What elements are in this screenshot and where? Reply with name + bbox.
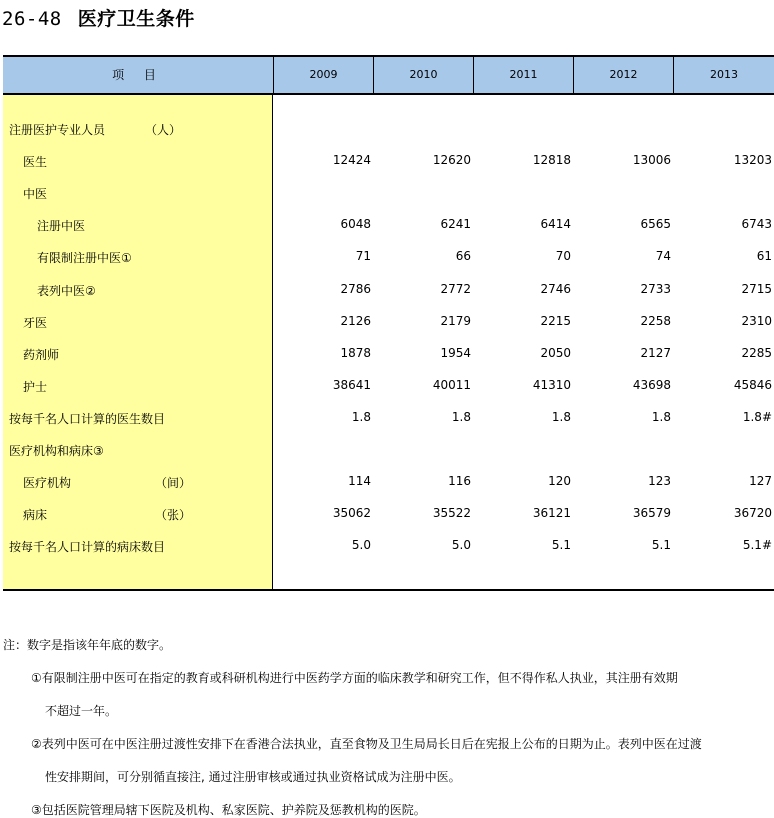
cell-value: 2050 [540, 345, 571, 360]
cell-value: 66 [455, 249, 471, 264]
table-row [3, 241, 774, 273]
table-row [3, 402, 774, 434]
header-year-2010: 2010 [373, 57, 473, 93]
cell-value: 1878 [340, 345, 371, 360]
cell-value: 6743 [741, 217, 772, 232]
row-label: 表列中医② [37, 283, 96, 298]
cell-value: 123 [648, 474, 671, 489]
cell-value: 2215 [540, 313, 571, 328]
cell-value: 2258 [640, 313, 671, 328]
table-bottom-rule [3, 589, 774, 591]
header-item-label: 项 目 [112, 68, 164, 82]
cell-value: 12620 [432, 153, 471, 168]
row-label: 医疗机构和病床③ [9, 444, 104, 458]
row-unit: （张） [155, 508, 192, 523]
table-row [3, 530, 774, 562]
header-year-2013: 2013 [673, 57, 774, 93]
cell-value: 13203 [733, 153, 772, 168]
table-code: 26-48 [2, 8, 62, 30]
footnote-intro: 注：数字是指该年年底的数字。 [3, 638, 172, 652]
cell-value: 2126 [340, 313, 371, 328]
cell-value: 36720 [733, 506, 772, 521]
cell-value: 5.0 [351, 538, 371, 553]
cell-value: 127 [749, 474, 772, 489]
row-label: 按每千名人口计算的病床数目 [9, 540, 166, 555]
row-unit: （间） [155, 476, 192, 491]
table-row [3, 177, 774, 209]
cell-value: 61 [756, 249, 772, 264]
cell-value: 5.0 [451, 538, 471, 553]
cell-value: 6414 [540, 217, 571, 232]
cell-value: 70 [555, 249, 571, 264]
cell-value: 114 [348, 474, 371, 489]
row-label: 医疗机构 [23, 476, 72, 491]
header-year-2011: 2011 [473, 57, 573, 93]
cell-value: 5.1 [651, 538, 671, 553]
row-label: 注册中医 [37, 219, 86, 234]
cell-value: 2285 [741, 345, 772, 360]
table-row [3, 145, 774, 177]
cell-value: 36579 [632, 506, 671, 521]
footnote-2: ②表列中医可在中医注册过渡性安排下在香港合法执业，直至食物及卫生局局长日后在宪报上公布的日期为止。表列中医在过渡 [31, 737, 702, 751]
table-header [3, 57, 774, 95]
cell-value: 2715 [741, 281, 772, 296]
table-row [3, 466, 774, 498]
row-label: 牙医 [23, 315, 48, 330]
table-row [3, 498, 774, 530]
cell-value: 43698 [632, 377, 671, 392]
cell-value: 41310 [532, 377, 571, 392]
table-row [3, 338, 774, 370]
cell-value: 1.8 [451, 409, 471, 424]
cell-value: 2772 [440, 281, 471, 296]
row-label: 护士 [23, 379, 48, 394]
header-year-2012: 2012 [573, 57, 673, 93]
cell-value: 5.1# [742, 538, 772, 553]
row-unit: （人） [145, 123, 182, 137]
cell-value: 12424 [332, 153, 371, 168]
row-label: 中医 [23, 187, 48, 202]
row-label: 病床 [23, 508, 48, 523]
footnote-1-cont: 不超过一年。 [45, 704, 118, 718]
footnote-3: ③包括医院管理局辖下医院及机构、私家医院、护养院及惩教机构的医院。 [31, 803, 426, 817]
cell-value: 36121 [532, 506, 571, 521]
data-table [3, 55, 774, 591]
footnote-2-cont: 性安排期间，可分别循直接注, 通过注册审核或通过执业资格试成为注册中医。 [45, 770, 461, 784]
cell-value: 2733 [640, 281, 671, 296]
cell-value: 2746 [540, 281, 571, 296]
cell-value: 2179 [440, 313, 471, 328]
table-name: 医疗卫生条件 [77, 8, 195, 30]
cell-value: 2127 [640, 345, 671, 360]
cell-value: 6241 [440, 217, 471, 232]
cell-value: 12818 [532, 153, 571, 168]
cell-value: 6048 [340, 217, 371, 232]
table-row [3, 209, 774, 241]
cell-value: 2786 [340, 281, 371, 296]
cell-value: 35522 [432, 506, 471, 521]
table-row [3, 370, 774, 402]
cell-value: 2310 [741, 313, 772, 328]
cell-value: 74 [655, 249, 671, 264]
cell-value: 71 [355, 249, 371, 264]
row-label: 有限制注册中医① [37, 251, 132, 266]
header-year-2009: 2009 [273, 57, 373, 93]
row-label: 医生 [23, 155, 48, 170]
cell-value: 40011 [432, 377, 471, 392]
page-title [2, 4, 195, 31]
cell-value: 1.8 [551, 409, 571, 424]
cell-value: 38641 [332, 377, 371, 392]
cell-value: 5.1 [551, 538, 571, 553]
row-label: 药剂师 [23, 347, 60, 362]
footnote-1: ①有限制注册中医可在指定的教育或科研机构进行中医药学方面的临床教学和研究工作，但不得作私人执业，其注册有效期 [31, 671, 678, 685]
cell-value: 1954 [440, 345, 471, 360]
cell-value: 1.8 [351, 409, 371, 424]
table-row [3, 306, 774, 338]
row-label: 按每千名人口计算的医生数目 [9, 411, 166, 426]
row-label: 注册医护专业人员 [9, 123, 106, 137]
cell-value: 35062 [332, 506, 371, 521]
cell-value: 120 [548, 474, 571, 489]
cell-value: 116 [448, 474, 471, 489]
table-row [3, 274, 774, 306]
cell-value: 45846 [733, 377, 772, 392]
cell-value: 1.8 [651, 409, 671, 424]
cell-value: 6565 [640, 217, 671, 232]
cell-value: 13006 [632, 153, 671, 168]
table-row [3, 434, 774, 466]
table-row [3, 113, 774, 145]
cell-value: 1.8# [742, 409, 772, 424]
